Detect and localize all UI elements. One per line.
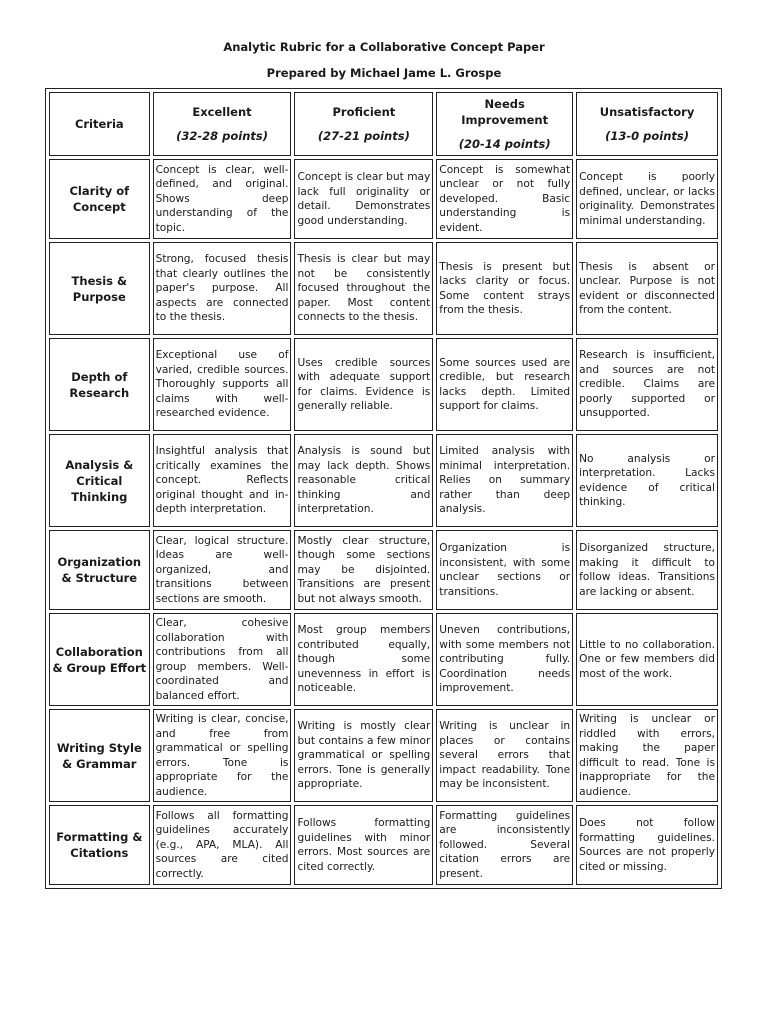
level-label: Proficient <box>332 105 396 119</box>
level-label: Unsatisfactory <box>599 105 695 119</box>
rubric-cell: Does not follow formatting guidelines. Sources are not properly cited or missing. <box>576 805 718 885</box>
rubric-cell: Writing is mostly clear but contains a few minor grammatical or spelling errors. Tone is generally appropriate. <box>294 709 433 802</box>
criterion-label: Depth of Research <box>49 338 150 431</box>
rubric-cell: Most group members contributed equally, though some unevenness in effort is noticeable. <box>294 613 433 706</box>
rubric-cell: Writing is unclear in places or contains several errors that impact readability. Tone may be inconsistent. <box>436 709 573 802</box>
header-excellent <box>153 92 292 156</box>
criterion-label: Clarity of Concept <box>49 159 150 239</box>
table-row <box>49 805 718 885</box>
table-row <box>49 709 718 802</box>
header-proficient <box>294 92 433 156</box>
header-row <box>49 92 718 156</box>
rubric-cell: Concept is poorly defined, unclear, or lacks originality. Demonstrates minimal understanding. <box>576 159 718 239</box>
rubric-cell: Uses credible sources with adequate support for claims. Evidence is generally reliable. <box>294 338 433 431</box>
rubric-cell: Research is insufficient, and sources are not credible. Claims are poorly supported or unsupported. <box>576 338 718 431</box>
header-needs-improvement <box>436 92 573 156</box>
rubric-cell: Thesis is present but lacks clarity or focus. Some content strays from the thesis. <box>436 242 573 335</box>
rubric-cell: Formatting guidelines are inconsistently followed. Several citation errors are present. <box>436 805 573 885</box>
rubric-cell: Little to no collaboration. One or few members did most of the work. <box>576 613 718 706</box>
rubric-cell: Concept is somewhat unclear or not fully developed. Basic understanding is evident. <box>436 159 573 239</box>
rubric-cell: Follows all formatting guidelines accurately (e.g., APA, MLA). All sources are cited correctly. <box>153 805 292 885</box>
table-row <box>49 159 718 239</box>
rubric-cell: Writing is unclear or riddled with errors, making the paper difficult to read. Tone is inappropriate for the audience. <box>576 709 718 802</box>
level-points: (27-21 points) <box>317 129 410 143</box>
rubric-cell: Concept is clear but may lack full originality or detail. Demonstrates good understanding. <box>294 159 433 239</box>
table-row <box>49 434 718 527</box>
author-line: Prepared by Michael Jame L. Grospe <box>266 66 502 80</box>
header-criteria: Criteria <box>49 92 150 156</box>
criterion-label: Thesis & Purpose <box>49 242 150 335</box>
level-points: (13-0 points) <box>605 129 690 143</box>
rubric-cell: Strong, focused thesis that clearly outlines the paper's purpose. All aspects are connected to the thesis. <box>153 242 292 335</box>
rubric-cell: Clear, cohesive collaboration with contributions from all group members. Well-coordinated and balanced effort. <box>153 613 292 706</box>
table-row <box>49 613 718 706</box>
rubric-cell: Uneven contributions, with some members not contributing fully. Coordination needs improvement. <box>436 613 573 706</box>
criterion-label: Organization & Structure <box>49 530 150 610</box>
rubric-cell: Thesis is absent or unclear. Purpose is not evident or disconnected from the content. <box>576 242 718 335</box>
rubric-cell: Insightful analysis that critically examines the concept. Reflects original thought and in-depth interpretation. <box>153 434 292 527</box>
rubric-cell: Writing is clear, concise, and free from grammatical or spelling errors. Tone is appropriate for the audience. <box>153 709 292 802</box>
header-unsatisfactory <box>576 92 718 156</box>
rubric-table <box>45 88 722 889</box>
rubric-cell: Concept is clear, well-defined, and original. Shows deep understanding of the topic. <box>153 159 292 239</box>
level-label: Excellent <box>192 105 252 119</box>
rubric-cell: Disorganized structure, making it difficult to follow ideas. Transitions are lacking or absent. <box>576 530 718 610</box>
rubric-cell: Some sources used are credible, but research lacks depth. Limited support for claims. <box>436 338 573 431</box>
criterion-label: Analysis & Critical Thinking <box>49 434 150 527</box>
rubric-cell: Follows formatting guidelines with minor errors. Most sources are cited correctly. <box>294 805 433 885</box>
rubric-cell: Mostly clear structure, though some sections may be disjointed. Transitions are present but not always smooth. <box>294 530 433 610</box>
document-title: Analytic Rubric for a Collaborative Concept Paper <box>223 40 545 54</box>
rubric-cell: Organization is inconsistent, with some unclear sections or transitions. <box>436 530 573 610</box>
rubric-cell: Clear, logical structure. Ideas are well-organized, and transitions between sections are smooth. <box>153 530 292 610</box>
level-points: (20-14 points) <box>458 137 551 151</box>
rubric-cell: Thesis is clear but may not be consistently focused throughout the paper. Most content connects to the thesis. <box>294 242 433 335</box>
level-label: Needs Improvement <box>461 97 549 127</box>
table-row <box>49 242 718 335</box>
criterion-label: Formatting & Citations <box>49 805 150 885</box>
table-row <box>49 338 718 431</box>
level-points: (32-28 points) <box>176 129 268 143</box>
rubric-cell: Limited analysis with minimal interpretation. Relies on summary rather than deep analysis. <box>436 434 573 527</box>
criterion-label: Writing Style & Grammar <box>49 709 150 802</box>
rubric-cell: No analysis or interpretation. Lacks evidence of critical thinking. <box>576 434 718 527</box>
rubric-cell: Exceptional use of varied, credible sources. Thoroughly supports all claims with well-researched evidence. <box>153 338 292 431</box>
table-row <box>49 530 718 610</box>
rubric-cell: Analysis is sound but may lack depth. Shows reasonable critical thinking and interpretation. <box>294 434 433 527</box>
criterion-label: Collaboration & Group Effort <box>49 613 150 706</box>
